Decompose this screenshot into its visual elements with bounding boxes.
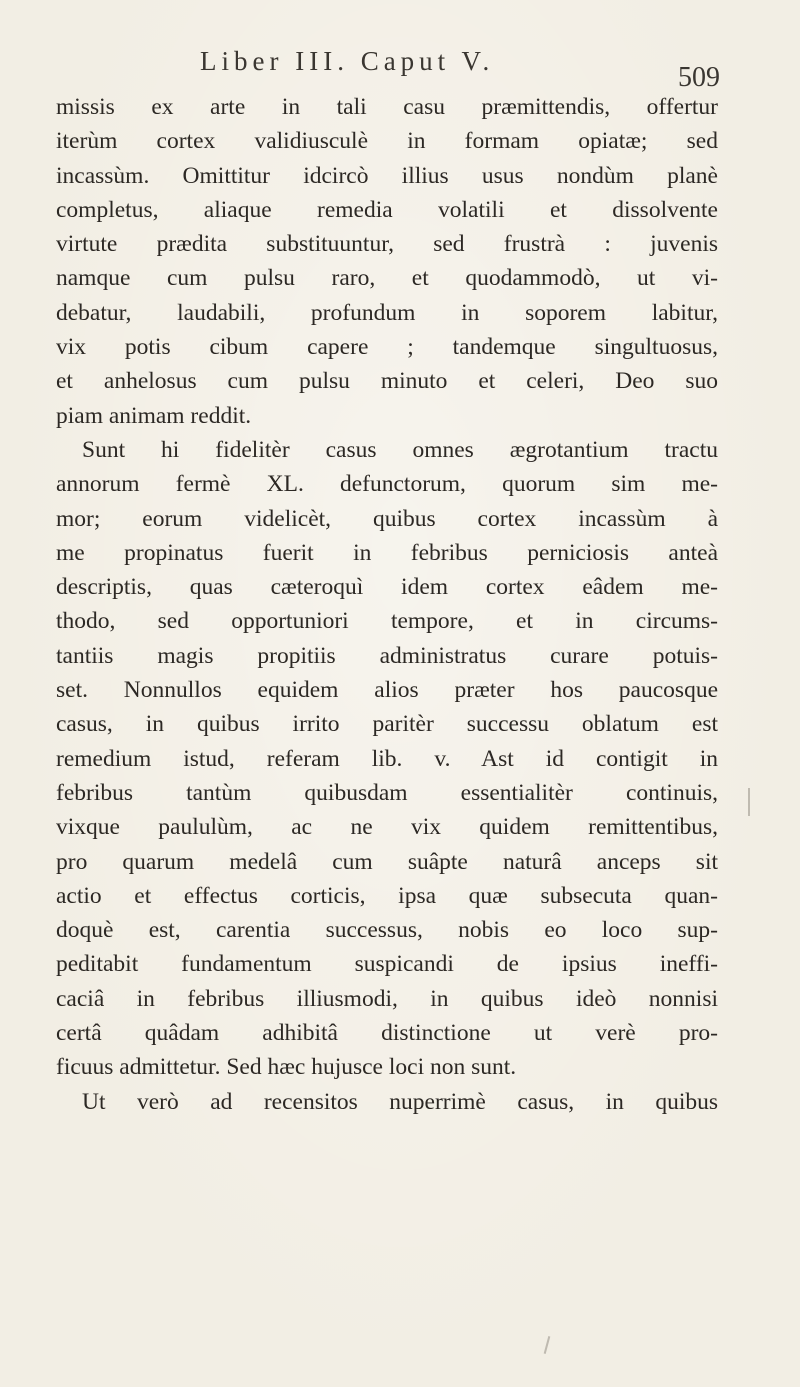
text-line: completus, aliaque remedia volatili et dissolvente — [56, 196, 718, 223]
body-text — [56, 90, 718, 1119]
text-line: doquè est, carentia successus, nobis eo loco sup- — [56, 917, 718, 944]
text-line: et anhelosus cum pulsu minuto et celeri, Deo suo — [56, 368, 718, 395]
text-line: ficuus admittetur. Sed hæc hujusce loci non sunt. — [56, 1054, 517, 1081]
text-line: remedium istud, referam lib. v. Ast id contigit in — [56, 745, 718, 772]
page-header — [200, 46, 720, 93]
text-line: vix potis cibum capere ; tandemque singultuosus, — [56, 334, 718, 361]
text-line: vixque paululùm, ac ne vix quidem remittentibus, — [56, 814, 718, 841]
text-line: thodo, sed opportuniori tempore, et in circums- — [56, 608, 718, 635]
text-line: actio et effectus corticis, ipsa quæ subsecuta quan- — [56, 882, 718, 909]
text-line: set. Nonnullos equidem alios præter hos paucosque — [56, 677, 718, 704]
text-line: caciâ in febribus illiusmodi, in quibus ideò nonnisi — [56, 985, 718, 1012]
text-line: missis ex arte in tali casu præmittendis, offertur — [56, 94, 718, 120]
text-line: virtute prædita substituuntur, sed frustrà : juvenis — [56, 231, 718, 258]
text-line: namque cum pulsu raro, et quodammodò, ut vi- — [56, 265, 718, 292]
text-line: pro quarum medelâ cum suâpte naturâ anceps sit — [56, 848, 718, 875]
margin-smudge — [544, 1336, 551, 1354]
text-line: tantiis magis propitiis administratus curare potuis- — [56, 642, 718, 669]
text-line: annorum fermè XL. defunctorum, quorum sim me- — [56, 471, 718, 498]
page-number: 509 — [678, 62, 720, 93]
text-line: Sunt hi fidelitèr casus omnes ægrotantium tractu — [82, 436, 718, 463]
running-head: Liber III. Caput V. — [200, 46, 495, 76]
text-line: piam animam reddit. — [56, 402, 252, 429]
text-line: Ut verò ad recensitos nuperrimè casus, in quibus — [82, 1088, 718, 1115]
text-line: me propinatus fuerit in febribus perniciosis anteà — [56, 539, 718, 566]
text-line: casus, in quibus irrito paritèr successu oblatum est — [56, 711, 718, 738]
text-line: incassùm. Omittitur idcircò illius usus nondùm planè — [56, 162, 718, 189]
text-line: certâ quâdam adhibitâ distinctione ut verè pro- — [56, 1020, 718, 1047]
text-line: mor; eorum videlicèt, quibus cortex incassùm à — [56, 505, 718, 532]
text-line: descriptis, quas cæteroquì idem cortex eâdem me- — [56, 574, 718, 601]
text-line: febribus tantùm quibusdam essentialitèr continuis, — [56, 779, 718, 806]
text-line: iterùm cortex validiusculè in formam opiatæ; sed — [56, 128, 718, 155]
text-line: peditabit fundamentum suspicandi de ipsius ineffi- — [56, 951, 718, 978]
text-line: debatur, laudabili, profundum in soporem labitur, — [56, 299, 718, 326]
margin-smudge — [748, 788, 750, 816]
